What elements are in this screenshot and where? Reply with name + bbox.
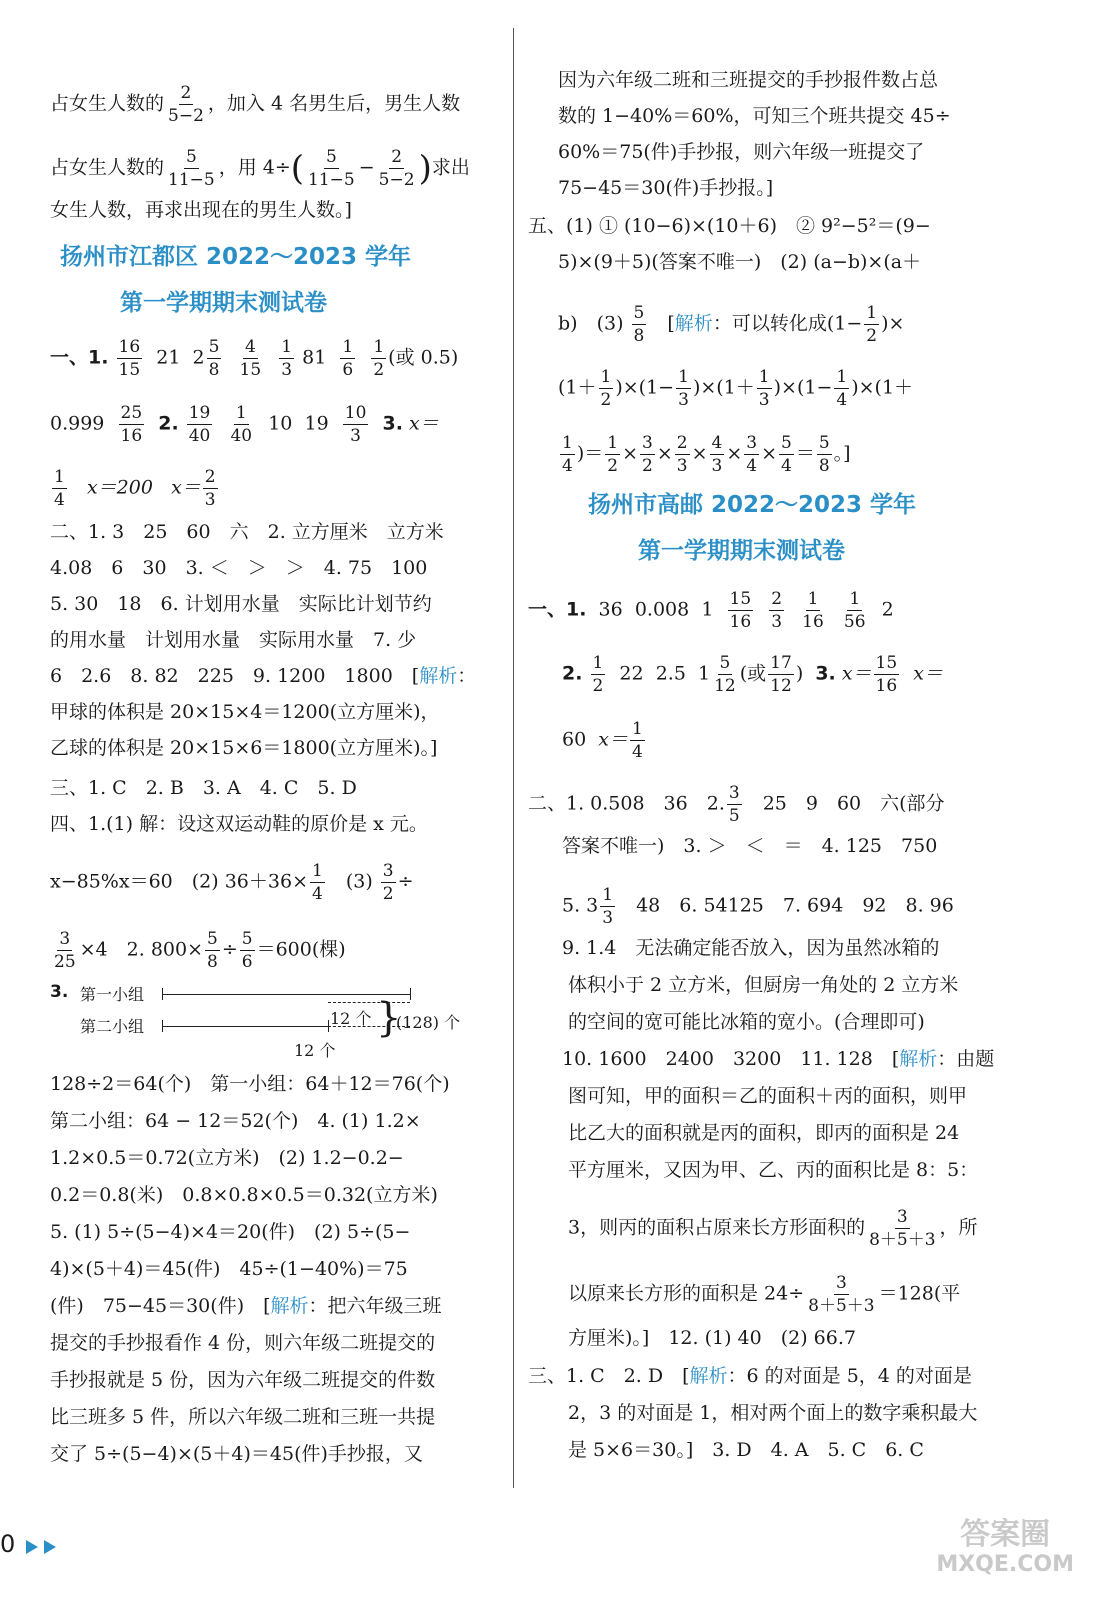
answer-line: b) (3) $\frac{5}{8}$ [解析：可以转化成(1− $\frac{1}{2}$ )× — [558, 303, 905, 346]
answer-line: 三、1. C 2. D [解析：6 的对面是 5，4 的对面是 — [528, 1365, 972, 1387]
answer-line: 方厘米)。] 12. (1) 40 (2) 66.7 — [568, 1327, 856, 1349]
answer-line: 交了 5÷(5−4)×(5＋4)＝45(件)手抄报，又 — [50, 1443, 423, 1465]
answer-line: 乙球的体积是 20×15×6＝1800(立方厘米)。] — [50, 737, 438, 759]
answer-line: 一、1. $\frac{16}{15}$ 21 2 $\frac{5}{8}$ $\frac{4}{15}$ $\frac{1}{3}$ 81 $\frac{1}{6}$ $\frac{1}{2}$ (或 0.5) — [50, 337, 459, 380]
bar-tick — [162, 988, 163, 1000]
answer-line: 女生人数，再求出现在的男生人数。] — [50, 199, 352, 221]
section-title: 扬州市高邮 2022～2023 学年 — [588, 492, 917, 518]
left-column — [50, 0, 500, 1500]
answer-line: 五、(1) ① (10−6)×(10＋6) ② 9²−5²＝(9− — [528, 215, 931, 237]
answer-line: 4.08 6 30 3. ＜ ＞ ＞ 4. 75 100 — [50, 557, 428, 579]
answer-line: 75−45＝30(件)手抄报。] — [558, 177, 774, 199]
answer-line: 占女生人数的 $\frac{2}{5-2}$ ，加入 4 名男生后，男生人数 — [50, 83, 461, 126]
answer-line: 10. 1600 2400 3200 11. 128 [解析：由题 — [562, 1048, 995, 1070]
answer-line: 三、1. C 2. B 3. A 4. C 5. D — [50, 777, 357, 799]
answer-line: 4)×(5＋4)＝45(件) 45÷(1−40%)＝75 — [50, 1258, 408, 1280]
answer-line: 四、1.(1) 解：设这双运动鞋的原价是 x 元。 — [50, 813, 428, 835]
answer-line: 的用水量 计划用水量 实际用水量 7. 少 — [50, 629, 417, 651]
answer-line: 甲球的体积是 20×15×4＝1200(立方厘米)， — [50, 701, 440, 723]
answer-line: 3，则丙的面积占原来长方形面积的 $\frac{3}{8+5+3}$ ，所 — [568, 1207, 978, 1250]
group2-bar — [162, 1026, 328, 1027]
fraction: $\frac{5}{11-5}$ — [168, 147, 215, 190]
bar-tick — [410, 988, 411, 1000]
answer-line: 的空间的宽可能比冰箱的宽小。(合理即可) — [568, 1011, 925, 1033]
answer-line: 0.999 $\frac{25}{16}$ 2. $\frac{19}{40}$ $\frac{1}{40}$ 10 19 $\frac{10}{3}$ 3. x＝ — [50, 403, 439, 446]
answer-line: $\frac{3}{25}$ ×4 2. 800× $\frac{5}{8}$ ÷ $\frac{5}{6}$ ＝600(棵) — [54, 929, 346, 972]
answer-line: $\frac{1}{4}$ )＝ $\frac{1}{2}$ × $\frac{3}{2}$ × $\frac{2}{3}$ × $\frac{4}{3}$ × $\frac{3}{4}$ × $\frac{5}{4}$ ＝ $\frac{5}{8}$ 。] — [562, 433, 851, 476]
answer-line: 0.2＝0.8(米) 0.8×0.8×0.5＝0.32(立方米) — [50, 1184, 438, 1206]
answer-line: 6 2.6 8. 82 225 9. 1200 1800 [解析： — [50, 665, 477, 687]
answer-line: 第二小组：64 − 12＝52(个) 4. (1) 1.2× — [50, 1110, 421, 1132]
answer-line: 提交的手抄报看作 4 份，则六年级二班提交的 — [50, 1332, 436, 1354]
fraction: $\frac{2}{5-2}$ — [378, 147, 415, 190]
bar-diagram: 3. 第一小组 12 个 第二小组 12 个 } (128) 个 — [50, 982, 461, 1060]
answer-line: x−85%x＝60 (2) 36＋36× $\frac{1}{4}$ (3) $\frac{3}{2}$ ÷ — [50, 861, 414, 904]
answer-line: 以原来长方形的面积是 24÷ $\frac{3}{8+5+3}$ ＝128(平 — [568, 1273, 961, 1316]
answer-line: 128÷2＝64(个) 第一小组：64＋12＝76(个) — [50, 1073, 450, 1095]
section-title: 第一学期期末测试卷 — [120, 290, 327, 316]
answer-line: 数的 1−40%＝60%，可知三个班共提交 45÷ — [558, 105, 951, 127]
answer-line: $\frac{1}{4}$ x＝200 x＝ $\frac{2}{3}$ — [54, 467, 216, 510]
answer-line: 60 x＝ $\frac{1}{4}$ — [562, 719, 643, 762]
answer-line: 二、1. 3 25 60 六 2. 立方厘米 立方米 — [50, 521, 444, 543]
answer-line: 因为六年级二班和三班提交的手抄报件数占总 — [558, 69, 939, 91]
fraction: $\frac{5}{11-5}$ — [308, 147, 355, 190]
answer-line: 手抄报就是 5 份，因为六年级二班提交的件数 — [50, 1369, 436, 1391]
right-column — [528, 0, 1018, 1500]
group1-label: 第一小组 — [80, 985, 145, 1004]
answer-line: 1.2×0.5＝0.72(立方米) (2) 1.2−0.2− — [50, 1147, 404, 1169]
answer-line: 2. $\frac{1}{2}$ 22 2.5 1 $\frac{5}{12}$ (或 $\frac{17}{12}$ ) 3. x＝ $\frac{15}{16}$ x＝ — [562, 653, 943, 696]
bar-tick — [162, 1020, 163, 1032]
answer-line: 图可知，甲的面积＝乙的面积＋丙的面积，则甲 — [568, 1085, 968, 1107]
answer-line: 平方厘米，又因为甲、乙、丙的面积比是 8：5： — [568, 1159, 979, 1181]
answer-line: 9. 1.4 无法确定能否放入，因为虽然冰箱的 — [562, 937, 940, 959]
answer-line: 5)×(9＋5)(答案不唯一) (2) (a−b)×(a＋ — [558, 251, 922, 273]
answer-line: 体积小于 2 立方米，但厨房一角处的 2 立方米 — [568, 974, 959, 996]
answer-line: 5. 30 18 6. 计划用水量 实际比计划节约 — [50, 593, 432, 615]
answer-line: (1＋ $\frac{1}{2}$ )×(1− $\frac{1}{3}$ )×(1＋ $\frac{1}{3}$ )×(1− $\frac{1}{4}$ )×(1＋ — [558, 367, 914, 410]
answer-line: 一、1. 36 0.008 1 $\frac{15}{16}$ $\frac{2}{3}$ $\frac{1}{16}$ $\frac{1}{56}$ 2 — [528, 589, 894, 632]
answer-line: 60%＝75(件)手抄报，则六年级一班提交了 — [558, 141, 925, 163]
total-label: (128) 个 — [396, 1013, 461, 1032]
section-title: 扬州市江都区 2022～2023 学年 — [60, 244, 412, 270]
group2-label: 第二小组 — [80, 1017, 145, 1036]
answer-line: 5. 3 $\frac{1}{3}$ 48 6. 54125 7. 694 92 8. 96 — [562, 885, 954, 928]
watermark: 答案圈 MXQE.COM — [936, 1517, 1074, 1577]
group1-bar — [162, 994, 410, 995]
section-title: 第一学期期末测试卷 — [638, 538, 845, 564]
fraction: $\frac{2}{5-2}$ — [168, 83, 204, 126]
column-divider — [513, 28, 514, 1488]
answer-line: 答案不唯一) 3. ＞ ＜ ＝ 4. 125 750 — [562, 835, 938, 857]
page-number: 0 — [0, 1530, 16, 1558]
brace: } — [376, 995, 402, 1041]
answer-line: 是 5×6＝30。] 3. D 4. A 5. C 6. C — [568, 1439, 924, 1461]
answer-line: 占女生人数的 $\frac{5}{11-5}$ ，用 4÷( $\frac{5}{11-5}$ − $\frac{2}{5-2}$ )求出 — [50, 147, 470, 190]
answer-line: 比三班多 5 件，所以六年级二班和三班一共提 — [50, 1406, 436, 1428]
next-arrows-icon — [26, 1538, 66, 1560]
answer-line: 5. (1) 5÷(5−4)×4＝20(件) (2) 5÷(5− — [50, 1221, 411, 1243]
answer-line: (件) 75−45＝30(件) [解析：把六年级三班 — [50, 1295, 442, 1317]
answer-line: 二、1. 0.508 36 2. $\frac{3}{5}$ 25 9 60 六(部分 — [528, 783, 945, 826]
answer-line: 比乙大的面积就是丙的面积，即丙的面积是 24 — [568, 1122, 960, 1144]
answer-line: 2，3 的对面是 1，相对两个面上的数字乘积最大 — [568, 1402, 978, 1424]
